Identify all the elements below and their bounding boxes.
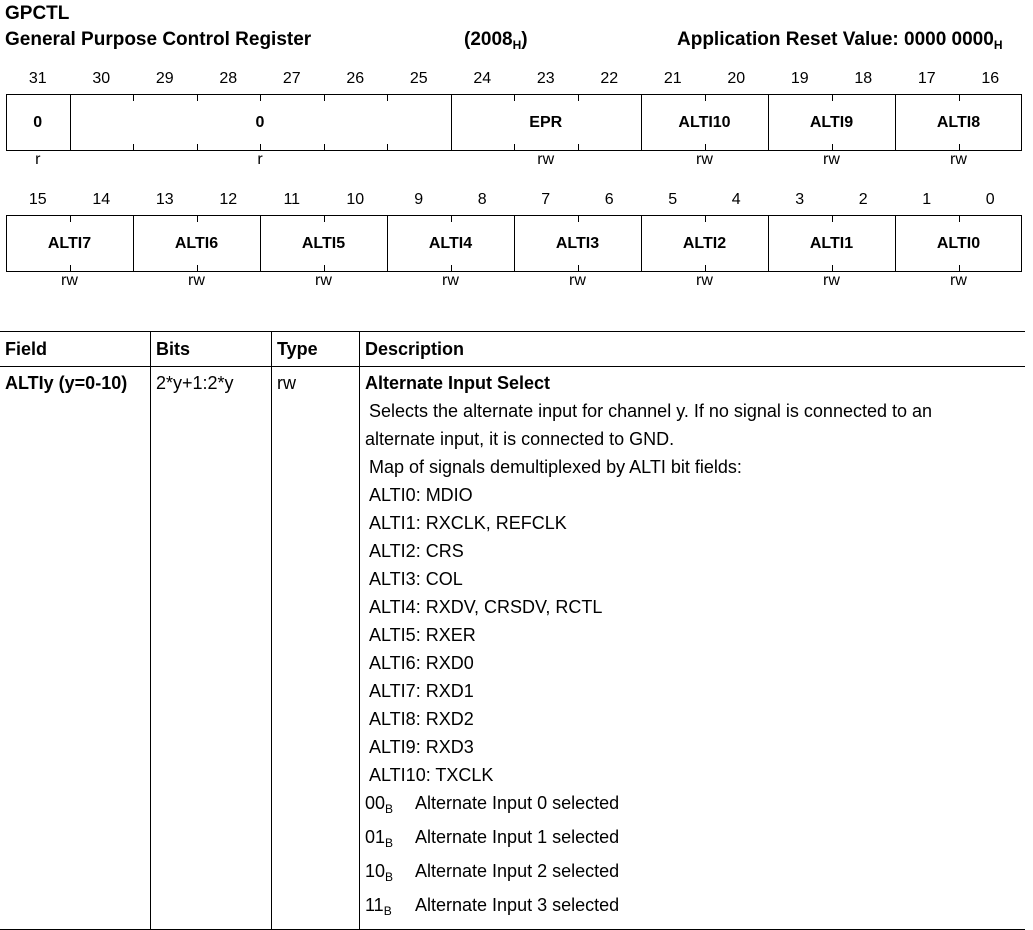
register-field: ALTI3 [555,234,600,252]
access-type: rw [537,151,555,168]
header-type: Type [272,332,360,367]
description-encodings [365,789,1020,925]
encoding-code: $01_B$ [365,827,394,850]
bit-number: 29 [155,70,174,87]
field-divider [895,216,896,271]
description-line: ALTI7: RXD1 [369,681,474,701]
access-type: r [257,151,263,168]
description-line: ALTI6: RXD0 [369,653,474,673]
bit-number: 15 [28,191,47,208]
access-type: rw [950,272,967,289]
bit-number: 24 [473,70,492,87]
bit-number: 12 [219,191,238,208]
bit-number: 8 [477,191,487,208]
cell-description [360,367,1026,930]
access-type: rw [569,272,586,289]
bit-number: 6 [604,191,614,208]
encoding-code: $00_B$ [365,793,394,816]
bit-number: 27 [282,70,301,87]
bit-number: 0 [985,191,995,208]
access-type: rw [442,272,459,289]
bit-number: 11 [283,191,301,208]
description-lines [365,397,1020,789]
encoding-line [365,823,1020,857]
register-short-name: GPCTL [5,3,70,24]
bit-number: 22 [600,70,619,87]
description-line: ALTI2: CRS [369,541,464,561]
field-divider [70,95,71,150]
bit-number: 23 [536,70,555,87]
register-field: ALTI4 [428,234,473,252]
field-divider [768,95,769,150]
bit-number: 9 [414,191,424,208]
bit-number: 26 [346,70,365,87]
field-divider [768,216,769,271]
field-divider [133,216,134,271]
description-line: Map of signals demultiplexed by ALTI bit fields: [369,457,742,477]
bit-numbers-lower [6,191,1022,211]
access-type: rw [315,272,332,289]
bit-number: 3 [795,191,805,208]
description-line: ALTI8: RXD2 [369,709,474,729]
register-row-lower [6,215,1022,272]
field-description-table [0,331,1025,930]
header-field: Field [0,332,151,367]
bit-number: 19 [790,70,809,87]
bit-number: 30 [92,70,111,87]
cell-type: rw [272,367,360,930]
bit-numbers-upper [6,70,1022,90]
field-divider [641,95,642,150]
header-description: Description [360,332,1026,367]
register-field: ALTI7 [47,234,92,252]
access-type: rw [188,272,205,289]
description-line: alternate input, it is connected to GND. [365,429,675,449]
bit-number: 13 [155,191,174,208]
bit-number: 14 [92,191,111,208]
field-divider [451,95,452,150]
bit-number: 18 [854,70,873,87]
field-divider [260,216,261,271]
encoding-line [365,891,1020,925]
header-bits: Bits [151,332,272,367]
description-title: Alternate Input Select [365,373,551,393]
bit-number: 17 [917,70,936,87]
bit-number: 2 [858,191,868,208]
encoding-line [365,857,1020,891]
access-type: rw [950,151,967,168]
encoding-text: Alternate Input 0 selected [415,793,620,813]
bit-number: 21 [663,70,682,87]
description-line: ALTI4: RXDV, CRSDV, RCTL [369,597,603,617]
bit-number: 5 [668,191,678,208]
access-type: rw [61,272,78,289]
bit-number: 1 [922,191,932,208]
register-field: ALTI1 [809,234,854,252]
bit-number: 31 [28,70,47,87]
encoding-line [365,789,1020,823]
description-line: ALTI0: MDIO [369,485,473,505]
bit-number: 28 [219,70,238,87]
description-line: ALTI9: RXD3 [369,737,474,757]
bit-number: 7 [541,191,551,208]
register-field: ALTI5 [301,234,346,252]
register-row-upper [6,94,1022,151]
access-type: rw [696,151,713,168]
bit-number: 25 [409,70,428,87]
register-long-name: General Purpose Control Register [5,29,312,50]
bit-number: 4 [731,191,741,208]
bit-number: 20 [727,70,746,87]
register-field: EPR [529,113,563,131]
encoding-text: Alternate Input 2 selected [415,861,620,881]
field-divider [387,216,388,271]
register-field: ALTI0 [936,234,981,252]
register-field: ALTI10 [678,113,731,131]
bit-number: 16 [981,70,1000,87]
encoding-code: $10_B$ [365,861,394,884]
address-close: ) [521,29,528,50]
access-type: r [35,151,41,168]
description-line: Selects the alternate input for channel y. If no signal is connected to an [369,401,933,421]
description-line: ALTI1: RXCLK, REFCLK [369,513,567,533]
access-type: rw [823,151,840,168]
table-row [0,367,1025,930]
reset-sub: H [993,38,1003,52]
description-line: ALTI5: RXER [369,625,476,645]
register-field: ALTI9 [809,113,854,131]
access-type: rw [696,272,713,289]
table-header-row [0,332,1025,367]
bit-number: 10 [346,191,365,208]
address-value: (2008 [464,29,513,50]
description-line: ALTI10: TXCLK [369,765,494,785]
register-field: 0 [255,113,265,131]
register-field: ALTI6 [174,234,219,252]
cell-field: ALTIy (y=0-10) [0,367,151,930]
register-field: 0 [33,113,43,131]
field-divider [641,216,642,271]
reset-value [677,29,1002,52]
register-field: ALTI8 [936,113,981,131]
encoding-text: Alternate Input 3 selected [415,895,620,915]
field-divider [895,95,896,150]
cell-bits: 2*y+1:2*y [151,367,272,930]
access-type: rw [823,272,840,289]
access-types-lower [6,272,1022,292]
description-line: ALTI3: COL [369,569,463,589]
register-field: ALTI2 [682,234,727,252]
encoding-code: $11_B$ [365,895,392,918]
reset-label: Application Reset Value: 0000 0000 [677,29,994,50]
encoding-text: Alternate Input 1 selected [415,827,620,847]
field-divider [514,216,515,271]
address-sub: H [512,38,522,52]
register-address [464,29,528,52]
access-types-upper [6,151,1022,171]
